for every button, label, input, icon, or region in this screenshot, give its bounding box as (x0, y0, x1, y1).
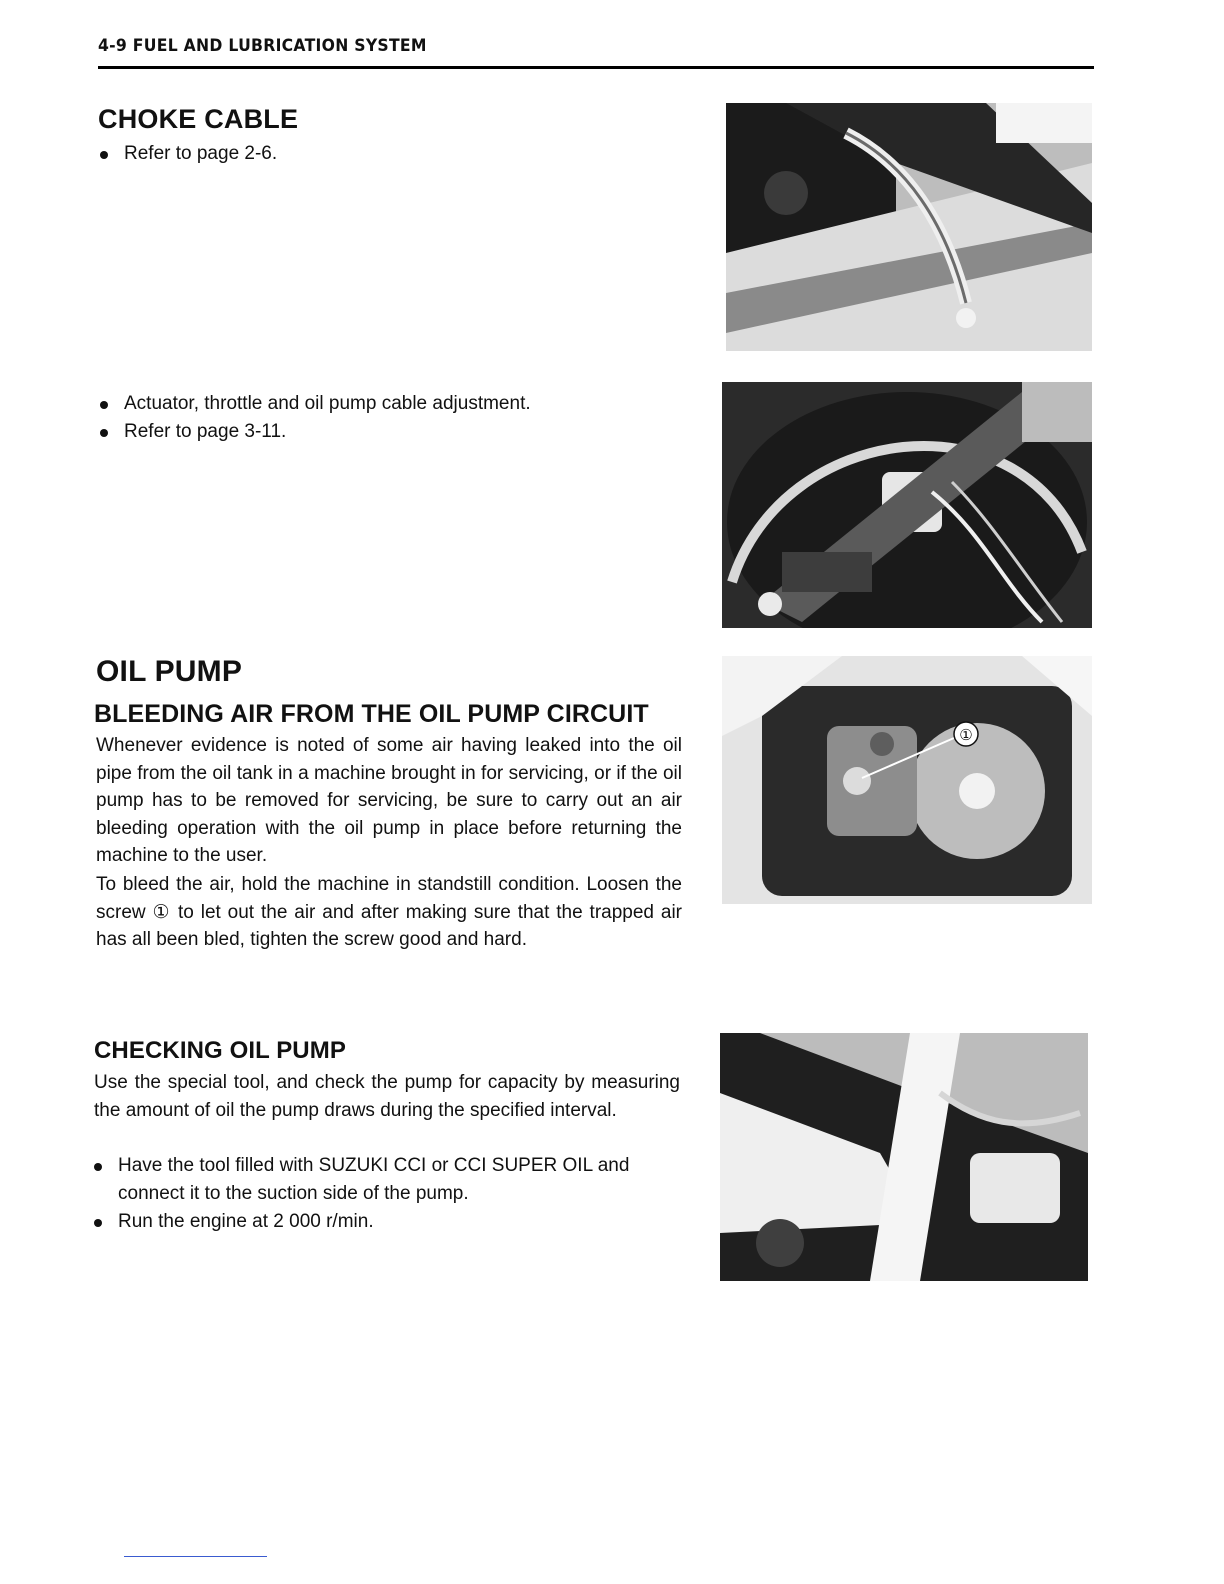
choke-cable-title: CHOKE CABLE (98, 104, 299, 134)
screw-callout: ① (959, 726, 973, 744)
checking-oil-pump-title: CHECKING OIL PUMP (94, 1037, 346, 1064)
list-item: Actuator, throttle and oil pump cable adjustment. (98, 390, 688, 418)
list-item: Refer to page 3-11. (98, 418, 688, 446)
checking-list (92, 1152, 682, 1236)
actuator-list (98, 390, 688, 446)
oil-pump-title: OIL PUMP (96, 655, 243, 688)
actuator-photo (722, 382, 1092, 628)
bleeding-air-title: BLEEDING AIR FROM THE OIL PUMP CIRCUIT (94, 700, 649, 728)
checking-paragraph: Use the special tool, and check the pump for capacity by measuring the amount of oil the pump draws during the specified interval. (94, 1072, 680, 1121)
bleeding-paragraph-2: To bleed the air, hold the machine in standstill condition. Loosen the screw ① to let out the air and after making sure that the trapped air has all been bled, tighten the screw good and hard. (96, 874, 682, 950)
choke-cable-list (98, 140, 658, 168)
list-item: Run the engine at 2 000 r/min. (92, 1208, 682, 1236)
section-header-text: 4-9 FUEL AND LUBRICATION SYSTEM (98, 36, 427, 56)
choke-cable-photo (726, 103, 1092, 351)
footer-rule (124, 1556, 267, 1557)
checking-oil-pump-photo (720, 1033, 1088, 1281)
page-header (98, 36, 1094, 69)
bleeding-paragraph-1: Whenever evidence is noted of some air having leaked into the oil pipe from the oil tank in a machine brought in for servicing, or if the oil pump has to be removed for servicing, be sure to carry out an air bleeding operation with the oil pump in place before returning the machine to the user. (96, 735, 682, 866)
list-item: Have the tool filled with SUZUKI CCI or CCI SUPER OIL and connect it to the suction side of the pump. (92, 1152, 682, 1208)
list-item: Refer to page 2-6. (98, 140, 658, 168)
oil-pump-photo (722, 656, 1092, 904)
